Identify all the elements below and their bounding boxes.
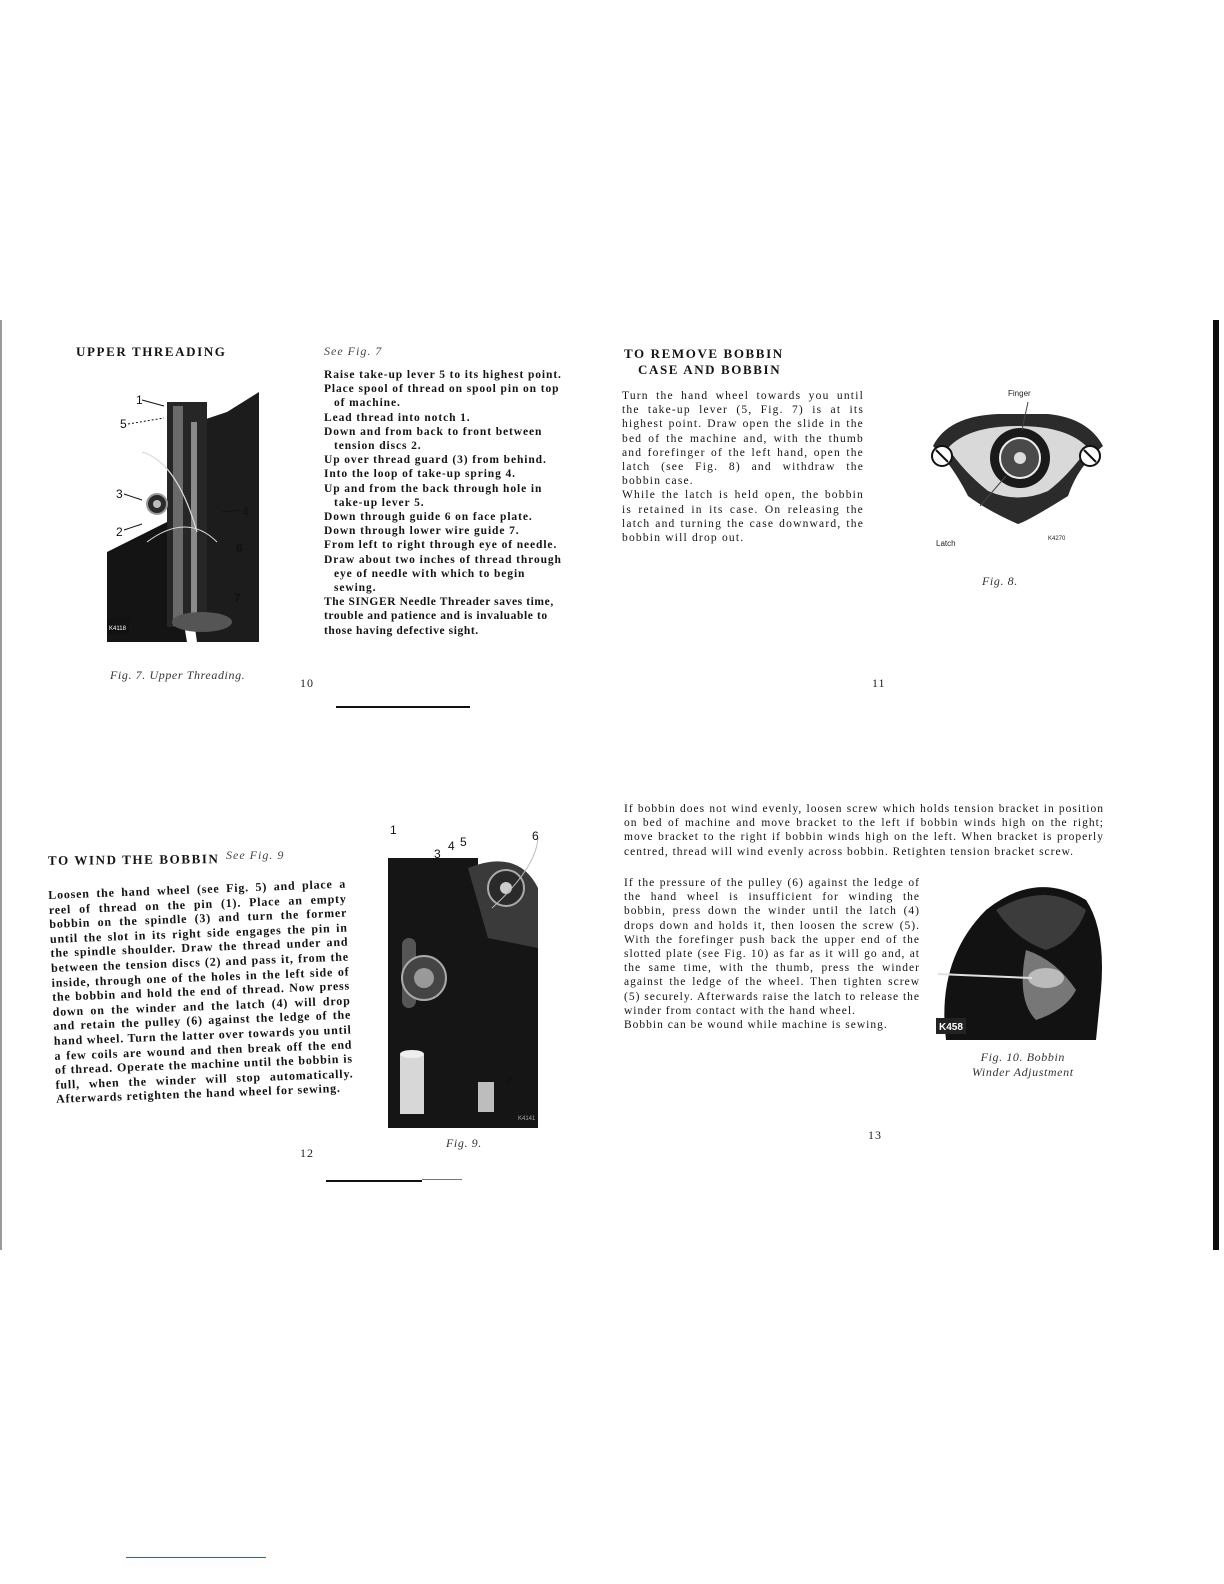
bobbin-adjust-para-2: If the pressure of the pulley (6) against the ledge of the hand wheel is insufficient for winding the bobbin, press down the winder until the latch (4) drops down and holds it, then loosen the screw (5). With the forefinger push back the upper end of the slotted plate (see Fig. 10) as far as it will go and, at the same time, with the thumb, press the winder against the ledge of the wheel. Then tighten screw (5) securely. Afterwards raise the latch to release the winder from contact with the hand wheel. bbox=[624, 877, 920, 1017]
bobbin-winder-adjustment-photo bbox=[936, 870, 1106, 1042]
fig-10-caption bbox=[972, 1050, 1074, 1080]
bobbin-adjust-para-2-block bbox=[624, 876, 920, 1032]
upper-threading-steps bbox=[324, 368, 564, 638]
latch-label: Latch bbox=[936, 539, 956, 546]
page-divider bbox=[326, 1180, 422, 1182]
remove-bobbin-para-1: Turn the hand wheel towards you until the take-up lever (5, Fig. 7) is at its highest point. Draw open the slide in the bed of the machine and, with the thumb and forefinger of the left hand, open the latch (see Fig. 8) and withdraw the bobbin case. bbox=[622, 390, 864, 488]
fig-8-caption: Fig. 8. bbox=[982, 574, 1018, 588]
step-item: Down and from back to front between tension discs 2. bbox=[324, 425, 543, 453]
wind-bobbin-para: Loosen the hand wheel (see Fig. 5) and place a reel of thread on the pin (1). Place an empty bobbin on the spindle (3) and turn the former until the slot in its right side engages the pin in the spindle shoulder. Draw the thread under and between the tension discs (2) and pass it, from the inside, through one of the holes in the left side of the bobbin and hold the end of thread. Now press down on the winder and the latch (4) will drop and retain the pulley (6) against the ledge of the hand wheel. Turn the latter over towards you until a few coils are wound and then break off the end of thread. Operate the machine until the bobbin is full, when the winder will stop automatically. Afterwards retighten the hand wheel for sewing. bbox=[48, 876, 354, 1107]
step-item: Into the loop of take-up spring 4. bbox=[324, 468, 516, 481]
step-item: Place spool of thread on spool pin on top of machine. bbox=[324, 383, 560, 410]
needle-threader-note: The SINGER Needle Threader saves time, trouble and patience and is invaluable to those having defective sight. bbox=[324, 596, 554, 637]
page-divider bbox=[336, 706, 470, 708]
remove-bobbin-heading bbox=[624, 346, 784, 378]
page-number-13: 13 bbox=[868, 1128, 882, 1142]
figure-code-label: K4118 bbox=[109, 626, 126, 632]
step-item: Draw about two inches of thread through eye of needle with which to begin sewing. bbox=[324, 553, 562, 595]
figure-code-label: K458 bbox=[939, 1022, 963, 1033]
callout-6: 6 bbox=[236, 541, 243, 555]
page-number-10: 10 bbox=[300, 676, 314, 690]
fig-9-caption: Fig. 9. bbox=[446, 1136, 482, 1150]
page-divider-tail bbox=[422, 1179, 462, 1180]
bobbin-winder-adjustment-figure bbox=[936, 870, 1106, 1042]
bobbin-adjust-para-3: Bobbin can be wound while machine is sewing. bbox=[624, 1019, 888, 1032]
callout-6: 6 bbox=[532, 829, 539, 843]
remove-bobbin-text bbox=[622, 389, 864, 545]
bobbin-case-figure bbox=[928, 386, 1108, 546]
callout-2: 2 bbox=[506, 1073, 513, 1087]
remove-bobbin-heading-line1: TO REMOVE BOBBIN bbox=[624, 346, 784, 361]
callout-4: 4 bbox=[242, 505, 249, 519]
page-number-11: 11 bbox=[872, 676, 886, 690]
step-item: Up over thread guard (3) from behind. bbox=[324, 454, 547, 467]
bobbin-adjust-para-1-block bbox=[624, 802, 1104, 859]
step-item: Raise take-up lever 5 to its highest point. bbox=[324, 369, 562, 381]
scan-left-edge bbox=[0, 320, 2, 1250]
callout-4: 4 bbox=[448, 839, 455, 853]
fig-10-caption-line1: Fig. 10. Bobbin bbox=[980, 1050, 1065, 1064]
footer-link-underline bbox=[126, 1557, 266, 1558]
callout-1: 1 bbox=[390, 824, 397, 837]
step-item: Down through lower wire guide 7. bbox=[324, 525, 520, 538]
figure-code-label: K4141 bbox=[518, 1116, 536, 1122]
step-item: Up and from the back through hole in take-up lever 5. bbox=[324, 482, 543, 509]
wind-bobbin-heading: TO WIND THE BOBBIN bbox=[47, 851, 220, 868]
fig-10-caption-line2: Winder Adjustment bbox=[972, 1065, 1074, 1079]
see-fig-9-reference: See Fig. 9 bbox=[226, 848, 285, 862]
step-item: Down through guide 6 on face plate. bbox=[324, 511, 533, 524]
bobbin-winder-callouts bbox=[380, 824, 560, 1104]
remove-bobbin-heading-line2: CASE AND BOBBIN bbox=[638, 362, 782, 377]
fig-7-caption: Fig. 7. Upper Threading. bbox=[110, 668, 246, 682]
callout-5: 5 bbox=[120, 417, 127, 431]
callout-3: 3 bbox=[434, 847, 441, 861]
upper-threading-callouts bbox=[112, 394, 252, 604]
bobbin-adjust-para-1: If bobbin does not wind evenly, loosen screw which holds tension bracket in position on bed of machine and move bracket to the left if bobbin winds high on the right; move bracket to the right if bobbin winds high on the left. When bracket is properly centred, thread will wind evenly across bobbin. Retighten tension bracket screw. bbox=[624, 803, 1104, 858]
callout-1: 1 bbox=[136, 394, 143, 407]
callout-3: 3 bbox=[116, 487, 123, 501]
callout-2: 2 bbox=[116, 525, 123, 539]
wind-bobbin-text bbox=[48, 877, 354, 1107]
see-fig-7-reference: See Fig. 7 bbox=[324, 344, 383, 358]
bobbin-case-photo bbox=[928, 386, 1108, 546]
scan-right-edge bbox=[1213, 320, 1219, 1250]
figure-code-label: K4270 bbox=[1048, 536, 1066, 542]
remove-bobbin-para-2: While the latch is held open, the bobbin is retained in its case. On releasing the latch and turning the case downward, the bobbin will drop out. bbox=[622, 489, 864, 545]
finger-label: Finger bbox=[1008, 389, 1031, 398]
step-item: From left to right through eye of needle. bbox=[324, 539, 558, 552]
upper-threading-heading: UPPER THREADING bbox=[76, 344, 227, 359]
page-number-12: 12 bbox=[300, 1146, 314, 1160]
callout-5: 5 bbox=[460, 835, 467, 849]
step-item: Lead thread into notch 1. bbox=[324, 411, 471, 424]
callout-7: 7 bbox=[234, 591, 241, 604]
